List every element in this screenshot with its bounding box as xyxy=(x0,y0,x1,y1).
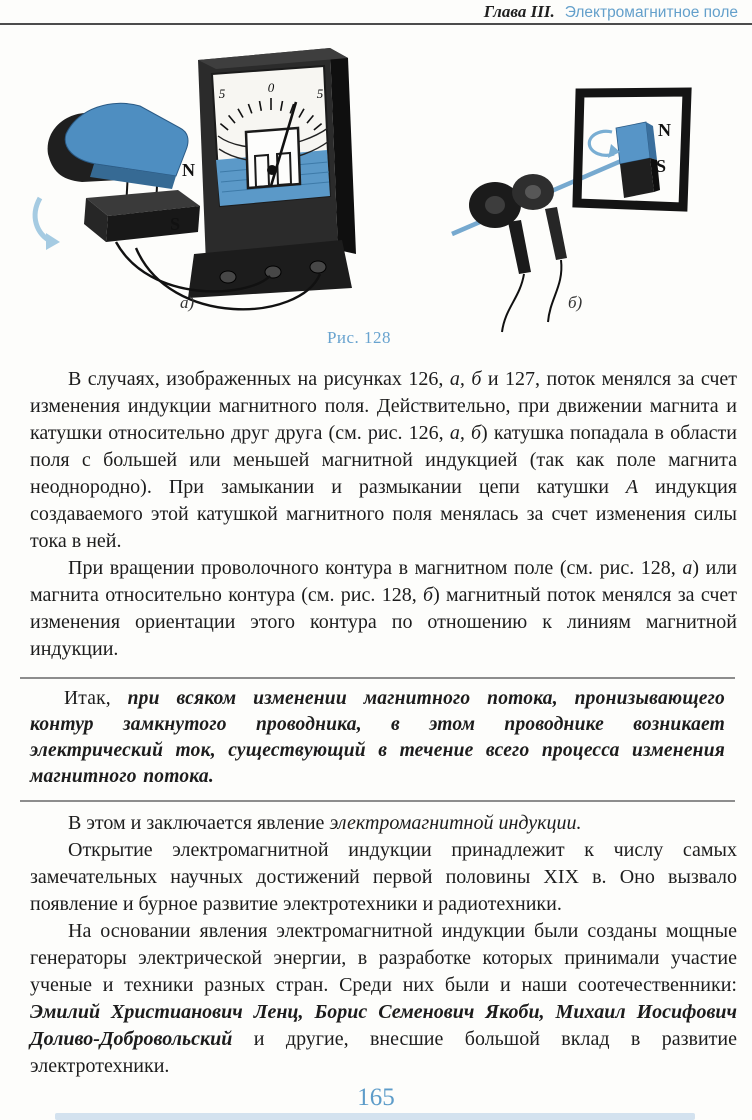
slip-rings xyxy=(469,174,554,228)
figure-label-b: б) xyxy=(568,293,583,312)
bottom-bar xyxy=(55,1113,695,1120)
paragraph-6: На основании явления электромагнитной индукции были созданы мощные генераторы электрической энергии, в разработке которых принимали участие ученые и техники разных стран. Среди них были и наши соотечественники: Эмилий Христианович Ленц, Борис Семенович Якоби, Михаил Иосифович Доливо-Добровольский и другие, внесшие большой вклад в развитие электротехники. xyxy=(30,920,737,1077)
figure-label-a: а) xyxy=(180,293,195,312)
paragraph-5: Открытие электромагнитной индукции принадлежит к числу самых замечательных научных достижений первой половины XIX в. Оно вызвало появление и бурное развитие электротехники и радиотехники. xyxy=(30,839,737,915)
key-statement-block xyxy=(20,677,735,802)
text-block-2 xyxy=(30,810,737,1080)
paragraph-2: При вращении проволочного контура в магнитном поле (см. рис. 128, а) или магнита относительно контура (см. рис. 128, б) магнитный поток менялся за счет изменения ориентации этого контура по отношению к линиям магнитной индукции. xyxy=(30,557,738,660)
key-statement: Итак, при всяком изменении магнитного потока, пронизывающего контур замкнутого проводника, в этом проводнике возникает электрический ток, существующий в течение всего процесса изменения магнитного потока. xyxy=(30,688,725,787)
header-rule xyxy=(0,23,752,25)
paragraph-4: В этом и заключается явление электромагнитной индукции. xyxy=(68,812,582,834)
meter-scale-label-zero: 0 xyxy=(267,80,275,95)
pole-label-s-a: S xyxy=(170,214,181,234)
figure-illustration xyxy=(0,36,752,336)
galvanometer xyxy=(188,48,356,298)
pole-label-s-b: S xyxy=(656,156,667,176)
text-block-1 xyxy=(30,366,737,663)
meter-scale-label-right: 5 xyxy=(316,86,324,101)
chapter-title: Электромагнитное поле xyxy=(564,4,738,21)
pole-label-n-a: N xyxy=(182,160,195,180)
page-number: 165 xyxy=(357,1084,395,1111)
brushes xyxy=(502,207,567,332)
paragraph-1: В случаях, изображенных на рисунках 126, а, б и 127, поток менялся за счет изменения индукции магнитного поля. Действительно, при движении магнита и катушки относительно друг друга (см. рис. 126, а, б) катушка попадала в области поля с большей или меньшей магнитной индукцией (так как поле магнита неоднородно). При замыкании и размыкании цепи катушки А индукция создаваемого этой катушкой магнитного поля менялась за счет изменения силы тока в ней. xyxy=(30,368,737,552)
figure-caption: Рис. 128 xyxy=(326,328,392,347)
chapter-label: Глава III. xyxy=(483,2,555,21)
page-header xyxy=(0,2,738,22)
pole-label-n-b: N xyxy=(658,120,671,140)
meter-scale-label-left: 5 xyxy=(218,86,226,101)
